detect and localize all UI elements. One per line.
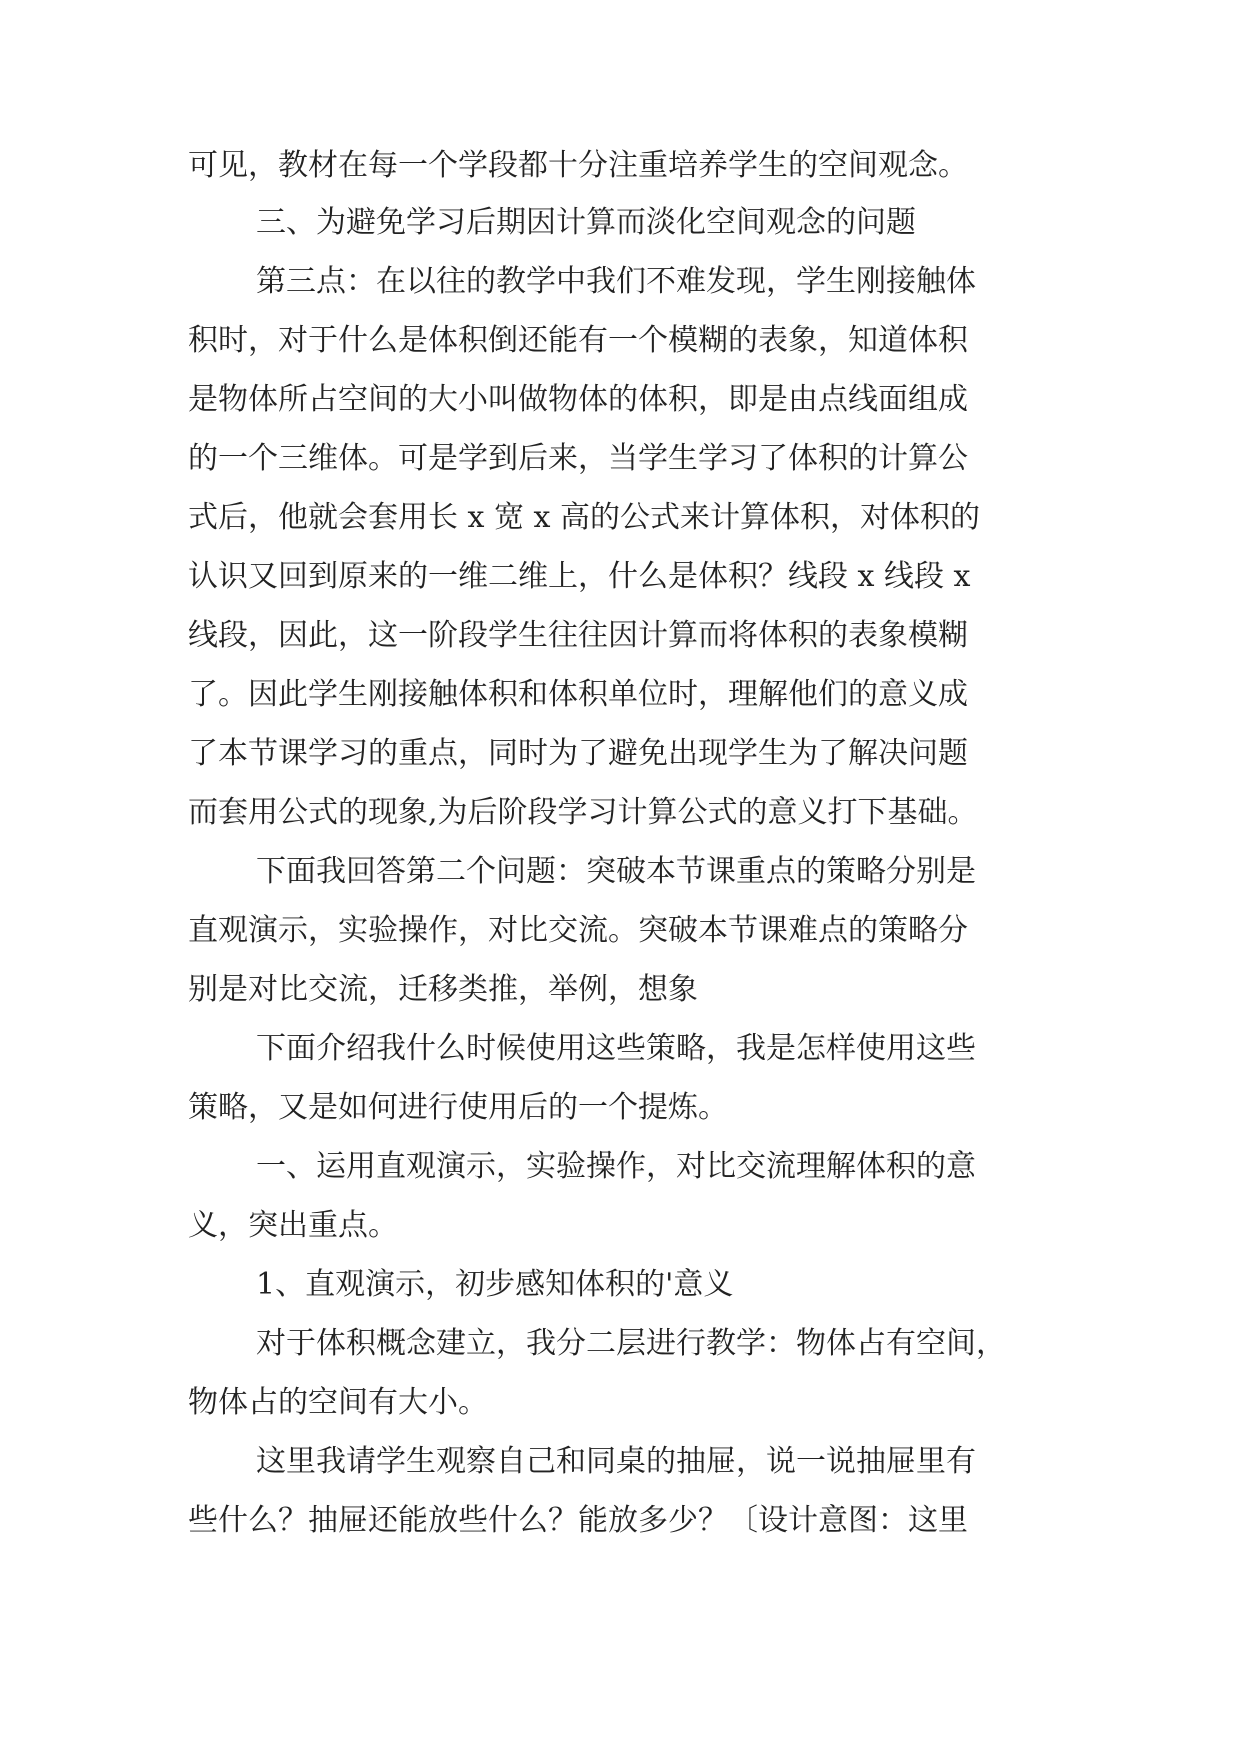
text-line: 对于体积概念建立，我分二层进行教学：物体占有空间，	[256, 1326, 1006, 1361]
text-line: 些什么？抽屉还能放些什么？能放多少？〔设计意图：这里	[188, 1503, 968, 1538]
text-line: 下面介绍我什么时候使用这些策略，我是怎样使用这些	[256, 1031, 976, 1066]
text-line: 线段，因此，这一阶段学生往往因计算而将体积的表象模糊	[188, 618, 968, 653]
text-line: 可见，教材在每一个学段都十分注重培养学生的空间观念。	[188, 148, 968, 183]
text-line: 了。因此学生刚接触体积和体积单位时，理解他们的意义成	[188, 677, 968, 712]
text-line: 别是对比交流，迁移类推，举例，想象	[188, 972, 698, 1007]
text-line: 是物体所占空间的大小叫做物体的体积，即是由点线面组成	[188, 382, 968, 417]
text-line: 而套用公式的现象,为后阶段学习计算公式的意义打下基础。	[188, 795, 978, 830]
heading-line: 三、为避免学习后期因计算而淡化空间观念的问题	[256, 205, 916, 240]
text-line: 物体占的空间有大小。	[188, 1385, 488, 1420]
text-line: 策略，又是如何进行使用后的一个提炼。	[188, 1090, 728, 1125]
text-line: 式后，他就会套用长 x 宽 x 高的公式来计算体积，对体积的	[188, 500, 980, 535]
text-line: 积时，对于什么是体积倒还能有一个模糊的表象，知道体积	[188, 323, 968, 358]
text-line: 第三点：在以往的教学中我们不难发现，学生刚接触体	[256, 264, 976, 299]
subheading-line: 1、直观演示，初步感知体积的'意义	[256, 1267, 734, 1302]
text-line: 这里我请学生观察自己和同桌的抽屉，说一说抽屉里有	[256, 1444, 976, 1479]
heading-line: 一、运用直观演示，实验操作，对比交流理解体积的意	[256, 1149, 976, 1184]
text-line: 了本节课学习的重点，同时为了避免出现学生为了解决问题	[188, 736, 968, 771]
text-line: 下面我回答第二个问题：突破本节课重点的策略分别是	[256, 854, 976, 889]
heading-line: 义，突出重点。	[188, 1208, 398, 1243]
text-line: 直观演示，实验操作，对比交流。突破本节课难点的策略分	[188, 913, 968, 948]
text-line: 认识又回到原来的一维二维上，什么是体积？线段 x 线段 x	[188, 559, 971, 594]
text-line: 的一个三维体。可是学到后来，当学生学习了体积的计算公	[188, 441, 968, 476]
